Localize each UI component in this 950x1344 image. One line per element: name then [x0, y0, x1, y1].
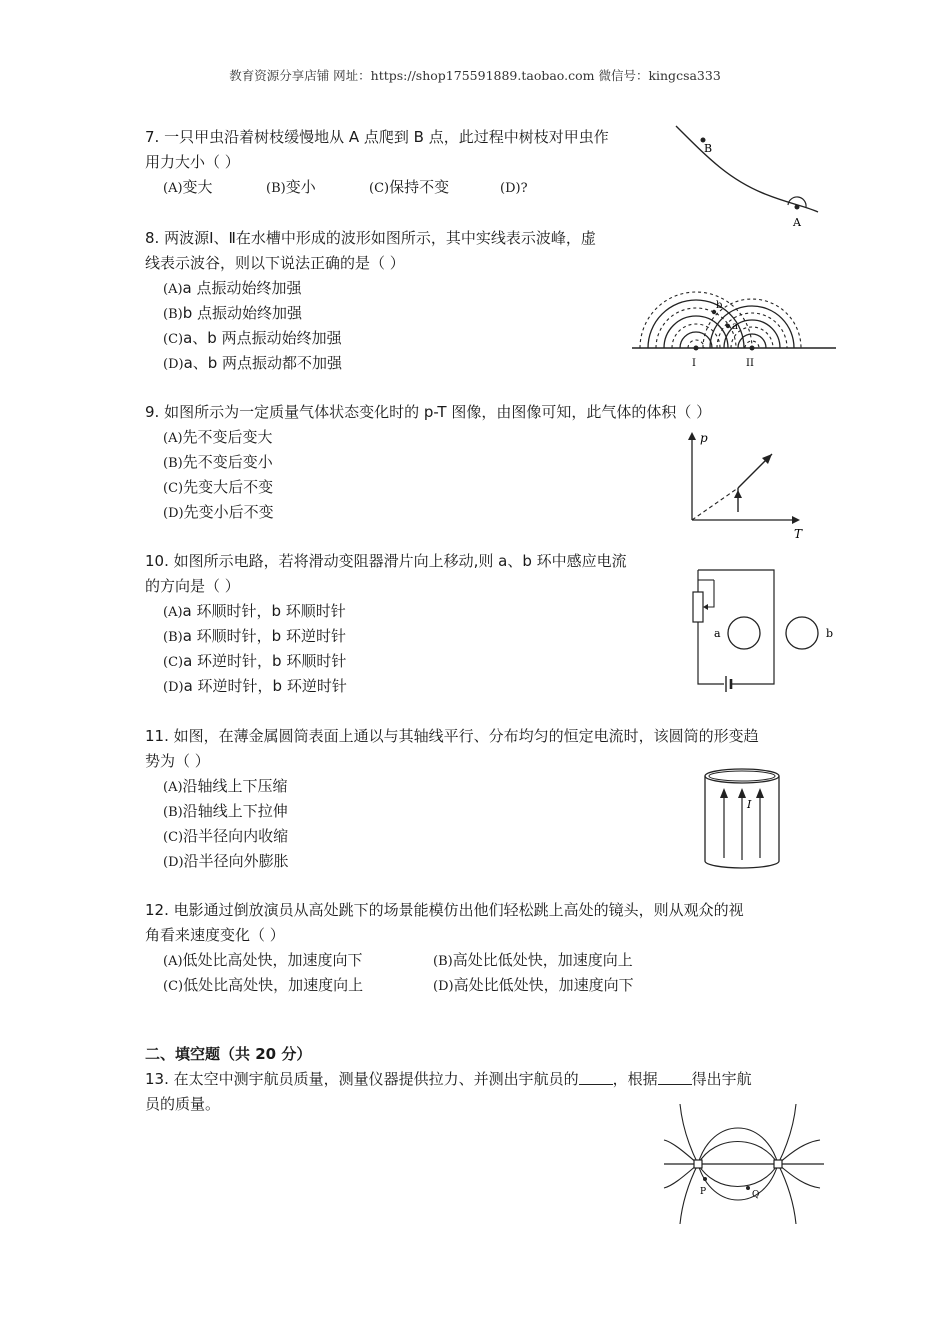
- q9-option-a[interactable]: [163, 425, 273, 451]
- label-b: b: [716, 300, 723, 311]
- option-letter: (A): [163, 282, 183, 297]
- q7-option-b[interactable]: [266, 175, 316, 201]
- label-a: A: [793, 216, 801, 229]
- option-text: 变大: [182, 178, 213, 196]
- point-p-dot: [703, 1177, 707, 1181]
- label-source-1: I: [692, 358, 696, 369]
- option-text: 先变大后不变: [183, 478, 274, 496]
- point-a-dot: [795, 205, 800, 210]
- option-text: 先不变后变小: [182, 453, 273, 471]
- q9-option-c[interactable]: [163, 475, 273, 501]
- q8-stem-line2: 线表示波谷，则以下说法正确的是（ ）: [145, 254, 405, 272]
- source-2-dot: [750, 346, 755, 351]
- page-header: 教育资源分享店铺 网址：https://shop175591889.taobao.com 微信号：kingcsa333: [229, 68, 721, 83]
- t-axis-arrow-icon: [792, 516, 800, 524]
- option-letter: (D): [163, 680, 184, 695]
- label-a: a: [732, 321, 738, 332]
- charge-left: [694, 1160, 702, 1168]
- q10-option-c[interactable]: [163, 649, 346, 675]
- q10-stem-line2: 的方向是（ ）: [145, 577, 240, 595]
- q12-stem-line1: 12. 电影通过倒放演员从高处跳下的场景能模仿出他们轻松跳上高处的镜头，则从观众的视: [145, 901, 744, 919]
- option-letter: (A): [163, 780, 183, 795]
- point-q-dot: [746, 1186, 750, 1190]
- q7-branch-figure: [670, 120, 830, 232]
- option-text: 保持不变: [389, 178, 450, 196]
- label-p: p: [700, 431, 708, 445]
- q12-stem-line2: 角看来速度变化（ ）: [145, 926, 285, 944]
- label-b: B: [704, 142, 713, 155]
- option-letter: (D): [163, 506, 184, 521]
- option-letter: (D): [163, 855, 184, 870]
- option-text: a、b 两点振动都不加强: [183, 354, 343, 372]
- option-text: 沿轴线上下拉伸: [182, 802, 288, 820]
- p-axis-arrow-icon: [688, 432, 696, 440]
- q10-circuit-figure: [686, 560, 846, 696]
- q13-text-a: 13. 在太空中测宇航员质量，测量仪器提供拉力、并测出宇航员的: [145, 1070, 579, 1088]
- cylinder-top-inner: [709, 771, 775, 781]
- q13-text-b: ，根据: [612, 1070, 658, 1088]
- extrapolation-dashed-line: [692, 488, 738, 520]
- q8-option-c[interactable]: [163, 326, 342, 352]
- option-letter: (D): [163, 357, 184, 372]
- source-1-dot: [694, 346, 699, 351]
- option-letter: (B): [163, 805, 183, 820]
- option-letter: (D): [433, 979, 454, 994]
- q13-text-c: 得出宇航: [691, 1070, 752, 1088]
- q7-option-c[interactable]: [369, 175, 449, 201]
- option-text: a 点振动始终加强: [182, 279, 302, 297]
- option-text: 低处比高处快，加速度向下: [182, 951, 363, 969]
- option-letter: (A): [163, 954, 183, 969]
- q9-option-b[interactable]: [163, 450, 273, 476]
- q13-blank-1[interactable]: [579, 1068, 613, 1085]
- label-a: a: [714, 627, 721, 640]
- current-lines: [724, 792, 760, 860]
- option-letter: (B): [163, 456, 183, 471]
- q9-option-d[interactable]: [163, 500, 274, 526]
- option-letter: (D): [500, 181, 521, 196]
- q10-option-d[interactable]: [163, 674, 347, 700]
- q11-option-c[interactable]: [163, 824, 288, 850]
- option-text: ?: [520, 181, 528, 196]
- q12-option-b[interactable]: [433, 948, 633, 974]
- point-a-dot: [726, 324, 730, 328]
- q10-option-b[interactable]: [163, 624, 346, 650]
- q7-stem-line1: 7. 一只甲虫沿着树枝缓慢地从 A 点爬到 B 点，此过程中树枝对甲虫作: [145, 128, 609, 146]
- q8-option-a[interactable]: [163, 276, 302, 302]
- label-current: I: [747, 798, 752, 811]
- q13-stem-line1: [145, 1067, 752, 1092]
- option-text: 沿轴线上下压缩: [182, 777, 288, 795]
- circuit-wire-right: [698, 570, 774, 684]
- q12-option-c[interactable]: [163, 973, 363, 999]
- option-letter: (C): [369, 181, 390, 196]
- option-text: 低处比高处快，加速度向上: [183, 976, 364, 994]
- q8-wave-figure: [630, 282, 840, 372]
- q13-stem-line2: 员的质量。: [145, 1095, 221, 1113]
- slider-arrow-icon[interactable]: [703, 604, 708, 610]
- q13-field-lines-figure: [660, 1100, 830, 1228]
- q10-option-a[interactable]: [163, 599, 346, 625]
- q9-stem: 9. 如图所示为一定质量气体状态变化时的 p-T 图像，由图像可知，此气体的体积（ ）: [145, 403, 712, 421]
- option-letter: (A): [163, 181, 183, 196]
- q7-option-d[interactable]: [500, 175, 528, 201]
- q11-option-d[interactable]: [163, 849, 289, 875]
- option-text: a 环顺时针，b 环逆时针: [182, 627, 346, 645]
- option-letter: (B): [266, 181, 286, 196]
- section-heading-fill-in: 二、填空题（共 20 分）: [145, 1045, 312, 1063]
- label-q: Q: [752, 1190, 760, 1200]
- option-letter: (B): [163, 630, 183, 645]
- q12-option-a[interactable]: [163, 948, 363, 974]
- q7-stem-line2: 用力大小（ ）: [145, 153, 240, 171]
- current-arrow-icon: [720, 788, 728, 798]
- option-letter: (A): [163, 605, 183, 620]
- q8-stem-line1: 8. 两波源Ⅰ、Ⅱ在水槽中形成的波形如图所示，其中实线表示波峰，虚: [145, 229, 596, 247]
- option-text: b 点振动始终加强: [182, 304, 302, 322]
- q8-option-d[interactable]: [163, 351, 342, 377]
- option-text: 变小: [285, 178, 316, 196]
- option-text: 高处比低处快，加速度向下: [453, 976, 634, 994]
- option-letter: (C): [163, 979, 184, 994]
- ring-b: [786, 617, 818, 649]
- option-text: 先不变后变大: [182, 428, 273, 446]
- option-text: 沿半径向外膨胀: [183, 852, 289, 870]
- current-arrow-icon: [738, 788, 746, 798]
- q11-stem-line2: 势为（ ）: [145, 752, 210, 770]
- q7-option-a[interactable]: [163, 175, 213, 201]
- q12-option-d[interactable]: [433, 973, 634, 999]
- current-arrow-icon: [756, 788, 764, 798]
- charge-right: [774, 1160, 782, 1168]
- option-letter: (B): [433, 954, 453, 969]
- q11-option-a[interactable]: [163, 774, 288, 800]
- cylinder-bottom: [705, 861, 779, 868]
- ring-a: [728, 617, 760, 649]
- label-p: P: [700, 1187, 707, 1197]
- option-text: 沿半径向内收缩: [183, 827, 289, 845]
- option-text: a、b 两点振动始终加强: [183, 329, 342, 347]
- option-text: a 环逆时针，b 环逆时针: [183, 677, 347, 695]
- label-source-2: II: [746, 358, 754, 369]
- branch-curve: [676, 126, 818, 212]
- option-text: 先变小后不变: [183, 503, 274, 521]
- label-t: T: [794, 527, 803, 541]
- q11-stem-line1: 11. 如图，在薄金属圆筒表面上通以与其轴线平行、分布均匀的恒定电流时，该圆筒的形变趋: [145, 727, 759, 745]
- q11-option-b[interactable]: [163, 799, 288, 825]
- q9-pt-graph: [680, 428, 810, 543]
- q11-cylinder-figure: [700, 766, 790, 876]
- option-letter: (C): [163, 332, 184, 347]
- q10-stem-line1: 10. 如图所示电路，若将滑动变阻器滑片向上移动,则 a、b 环中感应电流: [145, 552, 627, 570]
- option-text: a 环顺时针，b 环顺时针: [182, 602, 346, 620]
- option-letter: (B): [163, 307, 183, 322]
- rheostat-slider-wire[interactable]: [706, 580, 714, 607]
- q13-blank-2[interactable]: [658, 1068, 692, 1085]
- option-text: 高处比低处快，加速度向上: [452, 951, 633, 969]
- label-b: b: [826, 627, 834, 640]
- rheostat-body: [693, 592, 703, 622]
- option-letter: (A): [163, 431, 183, 446]
- option-letter: (C): [163, 481, 184, 496]
- option-letter: (C): [163, 655, 184, 670]
- option-letter: (C): [163, 830, 184, 845]
- q8-option-b[interactable]: [163, 301, 302, 327]
- option-text: a 环逆时针，b 环顺时针: [183, 652, 347, 670]
- up-arrow-icon: [734, 490, 742, 498]
